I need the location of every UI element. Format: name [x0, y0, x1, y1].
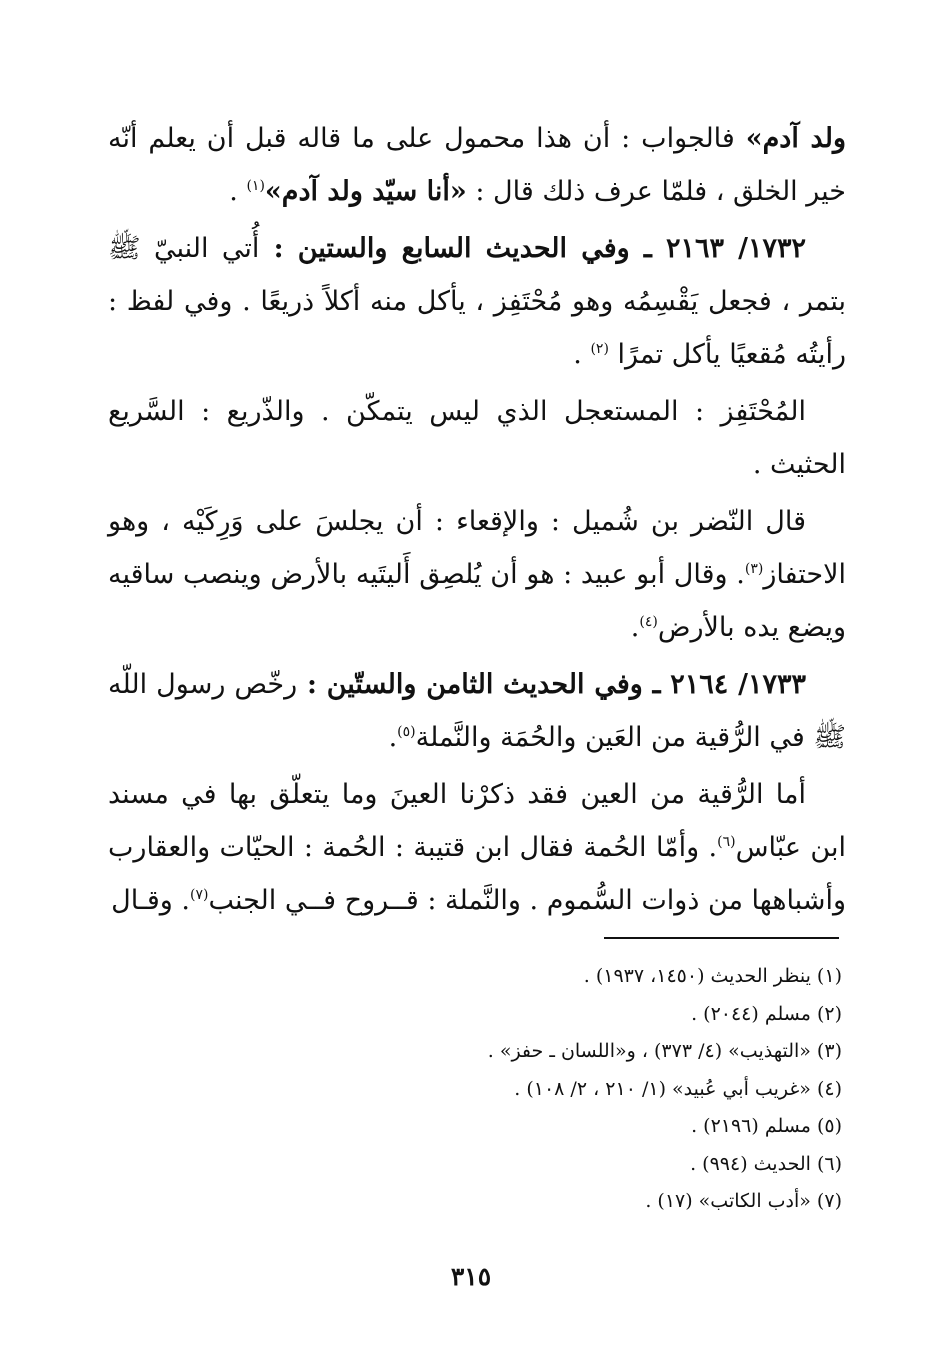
quote-fragment: ولد آدم» [745, 123, 846, 154]
paragraph-end: . [388, 722, 398, 753]
paragraph-4 [108, 495, 846, 654]
footnote-5: (٥) مسلم (٢١٩٦) . [691, 1115, 842, 1137]
paragraph-text: . وقال أبو عبيد : هو أن يُلصِق أَليتَيه بالأرض وينصب ساقيه ويضع يده بالأرض [108, 559, 846, 643]
paragraph-end: . وقـال [111, 885, 190, 916]
paragraph-end: . [229, 176, 247, 207]
footnote-ref: (٣) [744, 561, 764, 577]
footnote-1: (١) ينظر الحديث (١٤٥٠، ١٩٣٧) . [583, 965, 842, 987]
footnotes [110, 958, 842, 1221]
footnote-4: (٤) «غريب أبي عُبيد» (١/ ٢١٠ ، ٢/ ١٠٨) . [514, 1077, 842, 1100]
footnote-ref: (٥) [397, 724, 416, 740]
paragraph-3 [108, 385, 846, 491]
paragraph-text: رخّص رسول اللّه ﷺ في الرُّقية من العَين والحُمَة والنَّملة [108, 669, 846, 753]
footnote-ref: (٦) [717, 834, 736, 850]
footnote-6: (٦) الحديث (٩٩٤) . [690, 1152, 842, 1175]
footnote-ref: (٤) [639, 614, 658, 630]
paragraph-text: أُتي النبيّ ﷺ بتمر ، فجعل يَقْسِمُه وهو مُحْتَفِز ، يأكل منه أكلاً ذريعًا . وفي لفظ : رأيتُه مُقعيًا يأكل تمرًا [108, 233, 846, 370]
page-number: ٣١٥ [450, 1262, 492, 1291]
hadith-heading: ١٧٣٢/ ٢١٦٣ ـ وفي الحديث السابع والستين : [259, 233, 807, 264]
footnote-7: (٧) «أدب الكاتب» (١٧) . [645, 1190, 842, 1212]
footnote-ref: (١) [246, 178, 265, 194]
footnote-3: (٣) «التهذيب» (٤/ ٣٧٣) ، و«اللسان ـ حفز» . [487, 1040, 842, 1062]
footnote-2: (٢) مسلم (٢٠٤٤) . [691, 1002, 842, 1025]
hadith-heading: ١٧٣٣/ ٢١٦٤ ـ وفي الحديث الثامن والستّين : [297, 669, 806, 700]
paragraph-text: المُحْتَفِز : المستعجل الذي ليس يتمكّن . والذّريع : السَّريع الحثيث . [108, 396, 846, 480]
paragraph-text: أما الرُّقية من العين فقد ذكرْنا العينَ وما يتعلّق بها في مسند ابن عبّاس [108, 779, 846, 863]
paragraph-text: فالجواب : أن هذا محمول على ما قاله قبل أن يعلم أنّه خير الخلق ، فلمّا عرف ذلك قال : [108, 123, 846, 207]
paragraph-end: . [630, 612, 640, 643]
hadith-quote: «أنا سيّد ولد آدم» [264, 176, 467, 207]
paragraph-5 [108, 658, 846, 764]
paragraph-text: قال النّضر بن شُميل : والإقعاء : أن يجلسَ على وَرِكَيْه ، وهو الاحتفاز [108, 506, 846, 590]
paragraph-2 [108, 222, 846, 381]
paragraph-1 [108, 112, 846, 218]
paragraph-6 [108, 768, 846, 927]
footnote-ref: (٧) [189, 887, 209, 903]
paragraph-text: . وأمّا الحُمة فقال ابن قتيبة : الحُمة : الحيّات والعقارب وأشباهها من ذوات السُّموم . والنَّملة : قــروح فــي الجنب [108, 832, 846, 916]
footnote-ref: (٢) [590, 341, 609, 357]
paragraph-end: . [573, 339, 591, 370]
footnote-separator [604, 937, 839, 939]
main-text [108, 112, 846, 931]
